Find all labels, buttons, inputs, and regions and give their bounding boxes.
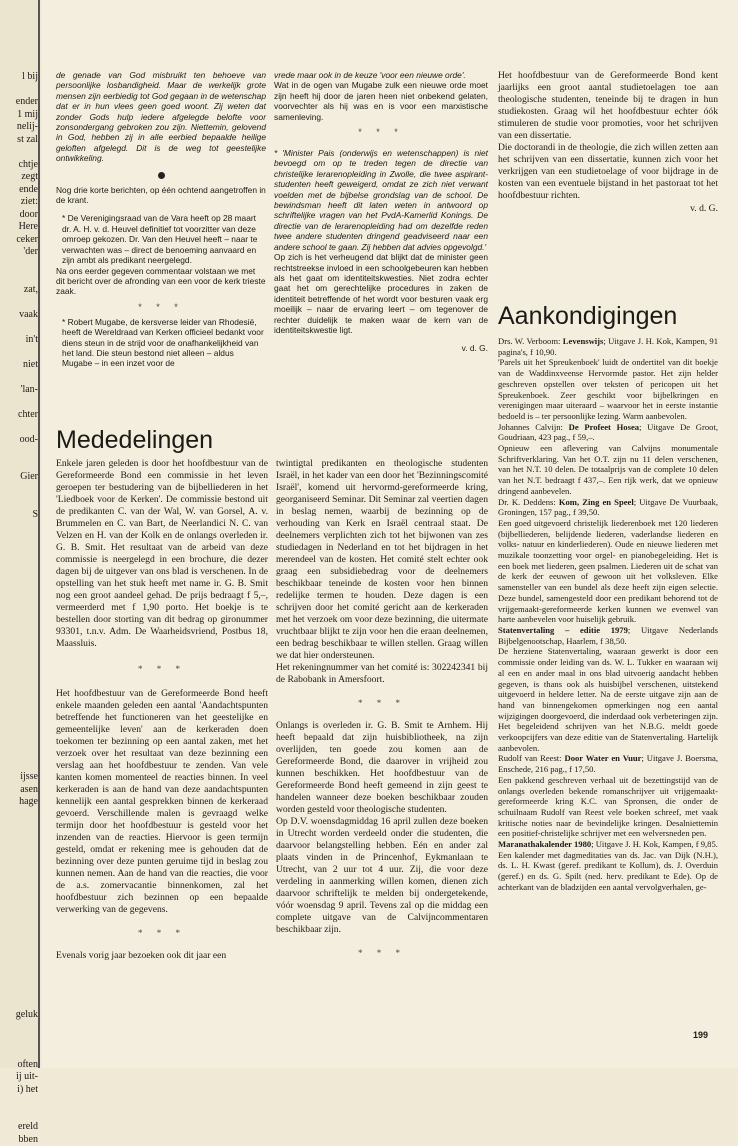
news-intro: Nog drie korte berichten, op één ochtend aangetroffen in de krant. (56, 184, 266, 206)
announcement-entry: Maranathakalender 1980; Uitgave J. H. Kok, Kampen, f 9,85. (498, 839, 718, 850)
israel-intro: Evenals vorig jaar bezoeken ook dit jaar een (56, 950, 227, 961)
announcement-entry: Rudolf van Reest: Door Water en Vuur; Uitgave J. Boersma, Enschede, 216 pag., f 17,50. (498, 753, 718, 775)
commission-paragraph: Enkele jaren geleden is door het hoofdbestuur van de Gereformeerde Bond een commissie in het leven geroepen ter bestudering van de bijbelliederen in het 'Liedboek voor de Kerken'. De commissie bestond uit de predikanten C. van der Wal, W. van Gorsel, A. v. Brummelen en C. van Bart, de Neerlandici N. C. van Velzen en H. van der Kolk en de onlangs overleden ir. G. B. Smit. Het resultaat van de arbeid van deze commissie is neergelegd in een brochure, die dezer dagen bij de uitgever van ons blad is verschenen. In de opstelling van het stuk heeft met name ir. G. B. Smit nog een groot aandeel gehad. De prijs bedraagt f 5,–, vermeerderd met f 1,90 porto. Het boekje is te bestellen door storting van dit bedrag op gironummer 93301, t.n.v. Adm. De Waarheidsvriend, Postbus 18, Maassluis. (56, 458, 268, 649)
gutter-fragment: ender (15, 96, 38, 107)
mugabe-commentary: Wat in de ogen van Mugabe zulk een nieuwe orde moet zijn heeft hij door de jaren heen niet onbekend gelaten, voorvechter als hij was en is voor een marxistische samenleving. (274, 80, 488, 122)
announcements-heading: Aankondigingen (498, 302, 678, 330)
israel-seminar-paragraph: twintigtal predikanten en theologische studenten Israël, in het kader van een door het 'Bezinningscomité Israël', komend uit hervormd-gereformeerde kring, georganiseerd Seminar. Dit Seminar zal veertien dagen in beslag nemen, waarbij de bezinning op de verhouding van Kerk en Israël centraal staat. De deelnemers verplichten zich tot het bijwonen van zes studiedagen in Nederland en tot het bijdragen in het merendeel van de kosten. Het comité stelt echter ook graag een subsidiebedrag voor de deelnemers beschikbaar teneinde de kosten voor hen binnen redelijke termen te houden. Deze dagen is een schrijven door het comité gericht aan de kerkeraden met het verzoek om voor deze bezinning, die uitermate vruchtbaar blijkt te zijn voor hen die eraan deelnemen, een bedrag beschikbaar te willen stellen. Graag willen we dat hier ondersteunen. (276, 458, 488, 661)
magazine-page (42, 0, 738, 1068)
gutter-fragment: 1 mij (17, 108, 38, 120)
notices-heading: Mededelingen (56, 426, 214, 454)
gutter-fragment: ende (19, 183, 38, 195)
gutter-fragment: 'lan- (20, 383, 38, 395)
bond-study-paragraph: Het hoofdbestuur van de Gereformeerde Bond kent jaarlijks een groot aantal studietoelagen toe aan theologische studenten, teneinde bij te dragen in hun studiekosten. Graag wil het hoofdbestuur echter óók stimuleren de studie voor promoties, voor het schrijven van een dissertatie. (498, 70, 718, 141)
gutter-rule (38, 0, 40, 1068)
gutter-fragment: often (17, 1058, 38, 1070)
announcements-column (498, 336, 718, 1026)
mugabe-news: * Robert Mugabe, de kersverse leider van Rhodesië, heeft de Wereldraad van Kerken officieel bedankt voor diens steun in de strijd voor de onafhankelijkheid van het land. Die steun bestond niet alleen – aldus Mugabe – in een inzet voor de (62, 316, 264, 369)
gutter-fragment: vaak (19, 308, 38, 320)
adjacent-page-gutter (0, 0, 40, 1145)
gutter-fragment: S (32, 508, 38, 520)
announcement-entry: 'Parels uit het Spreukenboek' luidt de ondertitel van dit boekje van de Waddinxveense Hervormde pastor. Het zijn helder geschreven opstellen over teksten of pericopen uit het Spreukenboek. Zeer geschikt voor bijbelkringen en verenigingen maar uiteraard – waarvoor het in eerste instantie bedoeld is – ter persoonlijke lezing. Warm aanbevolen. (498, 357, 718, 421)
gutter-fragment: geluk (15, 1008, 38, 1020)
gutter-fragment: chter (18, 408, 38, 420)
gutter-fragment: i) het (17, 1083, 38, 1095)
gutter-fragment: st zal (17, 133, 38, 145)
gutter-fragment: ereld (18, 1121, 38, 1132)
gutter-fragment: in't (25, 333, 38, 345)
gutter-fragment: zegt (21, 171, 38, 182)
star-separator: * * * (358, 127, 404, 138)
gutter-fragment: chtje (18, 158, 38, 170)
gutter-fragment: Gier (20, 471, 38, 482)
gutter-fragment: hage (19, 796, 38, 807)
gutter-fragment: ceker (16, 233, 38, 245)
attention-points-paragraph: Het hoofdbestuur van de Gereformeerde Bond heeft enkele maanden geleden een aantal 'Aandachtspunten betreffende het functioneren van het geestelijke en gemeentelijke leven' aan de kerkeraden doen toekomen ter bezinning op een aantal zaken, met het verzoek over het resultaat van deze bezinning een verslag aan het hoofdbestuur te zenden. Van vele kanten komen momenteel de reacties binnen. In veel kerkeraden is aan de hand van deze aandachtspunten kennelijk een aantal gesprekken binnen de kerkeraad gevoerd. Verschillende malen is gevraagd welke termijn door het hoofdbestuur is gesteld voor het inzenden van de reacties. Hiervoor is geen termijn gesteld, omdat er rekening mee is gehouden dat de bezinning over deze punten geruime tijd in beslag zou kunnen nemen. Aan de hand van die reacties, die voor de a.s. zomervacantie binnenkomen, zal het hoofdbestuur zich bezinnen op een bepaalde verwerking van de gegevens. (56, 688, 268, 915)
announcement-entry: Een goed uitgevoerd christelijk liederenboek met 120 liederen (bijbelliederen, belijdende liederen, vaderlandse liederen en volks- natuur en kinderliederen). Oude en nieuwe liederen met muzikale toonzetting voor orgel- en pianobegeleiding. Het is een boek met liederen, geen psalmen. Liederen uit de schat van de kerk der eeuwen of gewoon uit het volksleven. Elke samensteller van een bundel als deze heeft zijn eigen selectie. Deze bundel, samengesteld door een predikant behorend tot de vrijgemaakt-gereformeerde kerken kunnen we evenwel van harte aanbevelen voor huiselijk gebruik. (498, 517, 718, 625)
gutter-fragment: ij uit- (16, 1071, 38, 1082)
gutter-fragment: 'der (23, 246, 38, 257)
star-separator: * * * (358, 948, 406, 958)
announcement-entry: Opnieuw een aflevering van Calvijns monumentale Schriftverklaring. Van het O.T. zijn nu 11 delen verschenen, van het N.T. 10 delen. De totaalprijs van de complete 10 delen van het N.T. bedraagt f 437,–. Een rijk werk, dat we opnieuw dringend aanbevelen. (498, 443, 718, 496)
bullet-separator (158, 172, 165, 179)
gutter-fragment: ziet: (20, 196, 38, 207)
announcement-entry: De herziene Statenvertaling, waaraan gewerkt is door een commissie onder leiding van ds. W. L. Tukker en waaraan wij al een en ander maal in ons blad uitvoerig aandacht hebben gegeven, is thans ook als huisbijbel verschenen, uitstekend uitgevoerd in heldere letter. Na de eerste uitgave zijn aan de hand van binnengekomen opmerkingen nog een aantal wijzigingen doorgevoerd, die inderdaad ook verbeteringen zijn. Het begeleidend schrijven van het N.B.G. meldt goede verkoopcijfers van deze editie van de Statenvertaling. Hartelijk aanbevolen. (498, 646, 718, 753)
notices-column-1 (56, 458, 268, 1048)
gutter-fragment: nelij- (16, 121, 38, 132)
vow-paragraph: de genade van God misbruikt ten behoeve van persoonlijke losbandigheid. Maar de werkelijk grote mensen zijn eerbiedig tot God gegaan in de wetenschap dat er in hun vlees geen goed woont. Zij weten dat zonder Gods hulp iedere afgelegde belofte voor zonsondergang gebroken zou zijn. Niettemin, gelovend in God, hebben zij in alle eerbied bepaalde heilige geloften afgelegd. Dit is de weg tot geestelijke ontwikkeling. (56, 70, 266, 164)
announcement-entry: Statenvertaling – editie 1979; Uitgave Nederlands Bijbelgenootschap, Haarlem, f 38,50. (498, 624, 718, 646)
notices-column-2 (276, 458, 488, 1048)
signature: v. d. G. (461, 343, 488, 354)
star-separator: * * * (358, 698, 406, 708)
account-number: Het rekeningnummer van het comité is: 302242341 bij de Rabobank in Amersfoort. (276, 662, 488, 685)
signature: v. d. G. (690, 203, 718, 214)
page-number: 199 (692, 1030, 708, 1040)
pais-news: * 'Minister Pais (onderwijs en wetenschappen) is niet bevoegd om op te treden tegen de directie van christelijke lerarenopleiding in Zwolle, die twee aspirant-studenten heeft geweigerd, omdat ze zich niet verwant voelden met de bijbelse grondslag van de school. De bewindsman heeft dit laten weten in antwoord op schriftelijke vragen van het PvdA-Kamerlid Konings. De directie van de lerarenopleiding had om dezelfde reden twee andere studenten dringend geadviseerd naar een andere school te gaan. Zij hebben dat advies opgevolgd.' (274, 148, 488, 252)
star-separator: * * * (138, 928, 186, 938)
vara-news: * De Verenigingsraad van de Vara heeft op 28 maart dr. A. H. v. d. Heuvel definitief tot voorzitter van deze omroep gekozen. Dr. Van den Heuvel heeft – naar te verwachten was – direct de benoeming aanvaard en zijn ambt als predikant neergelegd. (62, 213, 258, 266)
mugabe-quote-end: vrede maar ook in de keuze 'voor een nieuwe orde'. (274, 70, 466, 80)
distribution-paragraph: Op D.V. woensdagmiddag 16 april zullen deze boeken in Utrecht worden verdeeld onder die studenten, die daarvoor belangstelling hebben. Eén en ander zal plaats vinden in de Princenhof, Eykmanlaan te Utrecht, van 2 uur tot 4 uur. Zij, die voor deze verdeling in aanmerking willen komen, dienen zich daarvoor schriftelijk te melden bij ondergetekende, vóór woensdag 9 april. Tevens zal op die middag een complete uitgave van de Calvijncommentaren beschikbaar zijn. (276, 816, 488, 935)
doctorandi-paragraph: Die doctorandi in de theologie, die zich willen zetten aan het schrijven van een dissertatie, kunnen zich voor het verkrijgen van een studietoelage of voor bijdrage in de kosten van een eventuele bijstand in het pastoraat tot het hoofdbestuur richten. (498, 142, 718, 201)
star-separator: * * * (138, 301, 184, 312)
gutter-fragment: l bij (22, 71, 38, 82)
gutter-fragment: asen (20, 783, 38, 795)
gutter-fragment: Here (18, 221, 38, 232)
announcement-entry: Dr. K. Deddens: Kom, Zing en Speel; Uitgave De Vuurbaak, Groningen, 157 pag., f 39,50. (498, 496, 718, 518)
gutter-fragment: door (19, 208, 38, 220)
announcement-entry: Een kalender met dagmeditaties van ds. Jac. van Dijk (N.H.), ds. L. H. Kwast (geref. predikant te Kollum), ds. J. Overduin (geref.) en ds. G. Spilt (ned. herv. predikant te Ede). Op de achterkant van de bladzijden een aantal vervolgverhalen, ge- (498, 849, 718, 892)
vara-commentary: Na ons eerder gegeven commentaar volstaan we met dit bericht over de afronding van een voor de kerk trieste zaak. (56, 265, 266, 297)
star-separator: * * * (138, 664, 186, 674)
gutter-fragment: ijsse (20, 771, 38, 782)
announcement-entry: Johannes Calvijn: De Profeet Hosea; Uitgave De Groot, Goudriaan, 423 pag., f 59,–. (498, 421, 718, 443)
library-paragraph: Onlangs is overleden ir. G. B. Smit te Arnhem. Hij heeft bepaald dat zijn huisbibliotheek, na zijn overlijden, ten goede zou komen aan de Gereformeerde Bond, die daarover in vrijheid zou kunnen beschikken. Het hoofdbestuur van de Gereformeerde Bond heeft gemeend in zijn geest te handelen wanneer deze boeken beschikbaar zouden worden gesteld voor theologische studenten. (276, 720, 488, 815)
gutter-fragment: zat, (23, 283, 38, 295)
column-3-top (498, 70, 718, 310)
pais-commentary: Op zich is het verheugend dat blijkt dat de minister geen rechtstreekse invloed in een schoolgebeuren kan hebben als het gaat om identiteitskwesties. Niet zodra echter gaat het om gerechtelijke procedures in zaken de identiteit betreffende of het wordt voor besturen vaak erg moeilijk – naar de ervaring leert – om tegenover de rechter duidelijk te maken waar de kern van de identiteitskwestie ligt. (274, 252, 488, 335)
gutter-fragment: ood- (19, 433, 38, 445)
announcement-entry: Een pakkend geschreven verhaal uit de bezettingstijd van de onlangs overleden bekende romanschrijver uit vrijgemaakt-gereformeerde kring K.C. van Spronsen, die onder de schuilnaam Rudolf van Reest vele boeken schreef, met vaak kritische noties naar de bevindelijke kringen. Desalniettemin een positief-christelijke schrijver met een welversneden pen. (498, 774, 718, 839)
gutter-fragment: bben (18, 1133, 38, 1145)
announcement-entry: Drs. W. Verboom: Levenswijs; Uitgave J. H. Kok, Kampen, 91 pagina's, f 10,90. (498, 336, 718, 357)
column-1-top (56, 70, 266, 370)
column-2-top (274, 70, 488, 370)
gutter-fragment: niet (23, 358, 38, 370)
